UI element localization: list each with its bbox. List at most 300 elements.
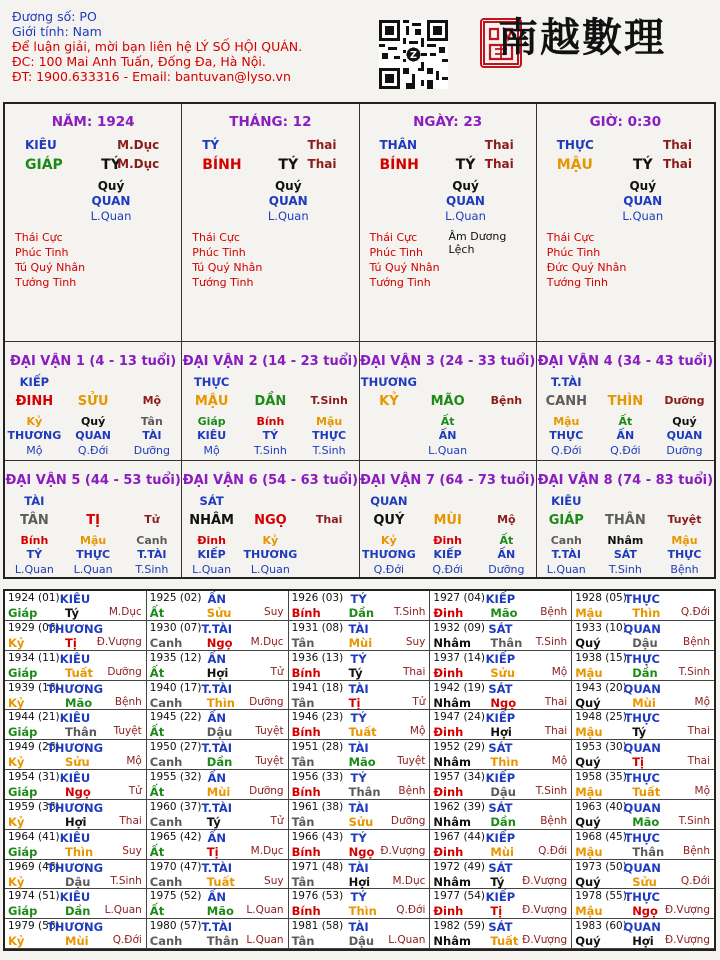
pillar-stem: BÍNH [202,157,242,173]
year-stage: Q.Đới [538,844,568,857]
year-cell [430,651,572,681]
year-cell [147,770,289,800]
year-cell [147,710,289,740]
dai-van-stem: MẬU [194,394,229,409]
year-stage: L.Quan [246,934,284,947]
year-stage: T.Sinh [110,874,142,887]
year-cell [430,800,572,830]
year-ten-god: TÀI [348,800,369,815]
year-label: 1926 (03) [291,592,344,604]
dai-van-main-row [5,394,181,409]
star-item: Thái Cực [369,231,418,244]
year-stem: Nhâm [433,755,471,770]
year-cell [289,860,431,890]
address: ĐC: 100 Mai Anh Tuấn, Đống Đa, Hà Nội. [12,54,266,69]
year-cell [572,681,714,711]
year-stem: Canh [149,635,183,650]
year-label: 1929 (06) [8,621,60,634]
year-stem: Ất [149,844,165,859]
year-stage: Suy [405,635,426,648]
year-stage: Tuyệt [255,755,284,768]
year-ten-god: SÁT [488,621,513,636]
year-branch: Tý [206,814,221,829]
year-cell [289,591,431,621]
year-cell [572,770,714,800]
pillar-hidden-god: QUAN [623,194,663,208]
year-branch: Mão [348,755,376,770]
dai-van-cell [360,342,537,461]
year-stage: Thai [687,725,710,738]
year-ten-god: ẤN [207,830,227,845]
year-ten-god: KIẾP [485,651,516,666]
year-label: 1974 (51) [8,890,60,903]
dai-van-hidden-stage-row [360,563,536,576]
year-stem: Quý [575,755,601,770]
dai-van-hidden-god: ẤN [616,429,635,442]
year-branch: Mão [206,904,234,919]
dai-van-hidden-stage: L.Quan [428,444,468,457]
year-branch: Ngọ [65,785,91,799]
dai-van-hidden-stage-row [5,444,181,457]
dai-van-branch: MÃO [430,394,465,409]
year-cell [430,770,572,800]
dai-van-title: ĐẠI VẬN 8 (74 - 83 tuổi) [537,473,714,488]
year-label: 1949 (26) [8,741,60,754]
year-label: 1958 (35) [575,771,627,783]
pillar-hidden-stage: L.Quan [267,209,309,223]
dai-van-hidden-god: ẤN [438,429,457,442]
pillar-ten-god: TÝ [202,138,220,152]
year-branch: Sửu [348,814,374,829]
year-branch: Tuất [632,785,661,799]
dai-van-hidden-stage-row [537,444,714,457]
year-ten-god: KIÊU [59,890,91,905]
year-stage: Tử [270,814,284,827]
dai-van-hidden-stem: Giáp [197,415,226,428]
year-stem: Giáp [8,785,38,799]
dai-van-hidden-stem: Đinh [433,534,462,547]
year-branch: Hợi [206,665,229,680]
contact-note: Để luận giải, mời bạn liên hệ LÝ SỐ HỘI QUÁN. [12,39,303,54]
year-ten-god: THỰC [624,711,660,726]
annual-luck-table [3,589,716,951]
pillar-hidden-stem: Quý [274,179,302,193]
year-branch: Dần [206,755,233,770]
pillar-side-note: Âm Dương Lệch [448,230,507,256]
year-branch: Thìn [348,904,377,919]
year-stem: Nhâm [433,695,471,710]
pillar-stage-top: Thai [663,138,692,152]
year-ten-god: QUAN [623,741,661,756]
gender: Giới tính: Nam [12,24,102,39]
dai-van-stem: CANH [545,394,587,409]
dai-van-branch: SỬU [77,394,109,409]
year-stage: Mộ [409,725,426,738]
dai-van-hidden-stem [300,534,359,547]
year-ten-god: KIÊU [59,651,91,666]
owner-name: Đương số: PO [12,9,97,24]
year-stem: Bính [291,725,321,740]
year-ten-god: KIÊU [59,830,91,845]
year-stage: Mộ [551,755,568,768]
year-branch: Thìn [632,606,661,620]
dai-van-hidden-stage: Mộ [26,444,43,457]
year-ten-god: THỰC [624,771,660,785]
dai-van-ten-god: SÁT [199,494,224,508]
year-branch: Thìn [65,844,94,859]
year-stem: Quý [575,874,601,889]
pillar-title: NGÀY: 23 [413,114,483,130]
pillar-stars [547,230,627,290]
dai-van-hidden-stage-row [537,563,714,576]
dai-van-hidden-god: THỰC [76,548,111,561]
year-branch: Hợi [65,814,87,829]
year-ten-god: THỰC [624,890,660,905]
dai-van-hidden-stage: Q.Đới [432,563,463,576]
year-branch: Mùi [65,934,89,949]
year-stem: Giáp [8,606,38,620]
dai-van-hidden-god-row [360,429,536,442]
dai-van-hidden-god-row [360,548,536,561]
dai-van-title: ĐẠI VẬN 7 (64 - 73 tuổi) [359,473,536,488]
year-cell [572,740,714,770]
year-stage: T.Sinh [535,635,568,648]
dai-van-title: ĐẠI VẬN 6 (54 - 63 tuổi) [182,473,359,488]
dai-van-ten-god: KIẾP [19,375,50,389]
star-item: Phúc Tinh [15,246,69,259]
year-stage: Đ.Vượng [664,934,710,947]
year-cell [289,919,431,949]
pillar-title: THÁNG: 12 [229,114,312,130]
dai-van-hidden-stem [477,415,536,428]
dai-van-hidden-stem: Kỷ [381,534,397,547]
year-cell [572,919,714,949]
year-stage: Thai [544,695,568,708]
dai-van-branch: DẦN [254,394,287,409]
year-ten-god: THƯƠNG [46,800,104,815]
year-branch: Dần [65,904,91,919]
year-branch: Tị [632,755,644,770]
year-branch: Thân [348,785,381,799]
year-cell [5,710,147,740]
year-label: 1969 (46) [8,860,60,873]
year-stem: Đinh [433,725,464,740]
year-stem: Ất [149,606,165,620]
year-branch: Tị [206,844,219,859]
dai-van-hidden-stage: L.Quan [192,563,232,576]
dai-van-hidden-stem: Mậu [671,534,698,547]
year-ten-god: T.TÀI [201,860,233,875]
year-branch: Tuất [490,934,519,949]
dai-van-hidden-stem: Nhâm [607,534,644,547]
dai-van-hidden-god: THỰC [549,429,584,442]
year-stage: Suy [122,844,142,857]
dai-van-hidden-stem: Mậu [316,415,343,428]
dai-van-hidden-stem: Đinh [197,534,226,547]
year-cell [147,800,289,830]
dai-van-hidden-god-row [182,429,358,442]
pillar-hidden-stage: L.Quan [90,209,132,223]
year-cell [5,860,147,890]
year-ten-god: ẤN [207,711,227,726]
year-cell [289,770,431,800]
year-stem: Tân [291,934,315,949]
svg-text:Z: Z [410,50,417,62]
dai-van-hidden-stem [360,415,419,428]
year-ten-god: KIÊU [59,592,91,606]
year-ten-god: THỰC [624,592,660,606]
star-item: Phúc Tinh [192,246,246,259]
year-ten-god: QUAN [623,621,661,636]
qr-code-icon[interactable] [379,20,448,89]
pillar-stage-top: Thai [307,138,337,152]
year-stem: Ất [149,904,165,919]
year-ten-god: SÁT [488,741,513,756]
dai-van-main-row [5,513,181,528]
year-stage: Dưỡng [249,785,284,797]
year-label: 1952 (29) [433,741,486,754]
year-branch: Dậu [206,725,233,740]
year-label: 1961 (38) [291,800,344,813]
dai-van-cell [5,342,182,461]
dai-van-hidden-stem: Kỷ [262,534,279,547]
dai-van-hidden-god-row [5,429,181,442]
year-ten-god: TÝ [350,830,367,845]
year-ten-god: TÝ [350,592,367,606]
star-item: Thái Cực [192,231,240,244]
dai-van-hidden-stem: Bính [20,534,49,547]
dai-van-god-row [182,494,358,508]
year-stem: Giáp [8,904,38,919]
dai-van-god-row [5,375,181,389]
pillar-hidden-stage: L.Quan [622,209,664,223]
dai-van-hidden-god: THỰC [667,548,702,561]
year-stage: Tử [412,695,426,708]
year-stem: Tân [291,755,315,770]
year-label: 1968 (45) [575,830,627,843]
year-cell [5,681,147,711]
year-branch: Mùi [632,695,656,710]
year-stage: Mộ [126,755,142,768]
year-label: 1951 (28) [291,741,344,754]
dai-van-main-row [182,394,358,409]
dai-van-hidden-row [360,534,536,547]
dai-van-hidden-stem: Ất [499,534,514,547]
year-stage: L.Quan [388,934,426,947]
dai-van-hidden-stage: L.Quan [250,563,290,576]
year-label: 1950 (27) [149,741,202,754]
dai-van-main-row [360,394,536,409]
dai-van-hidden-stage: Q.Đới [77,444,109,457]
dai-van-hidden-god: KIẾP [433,548,462,561]
year-label: 1966 (43) [291,830,344,843]
pillar-stage: M.Dục [117,157,160,171]
dai-van-hidden-god: THƯƠNG [362,548,416,561]
year-label: 1938 (15) [575,651,627,664]
dai-van-hidden-god: SÁT [613,548,637,561]
year-label: 1979 (56) [8,920,60,933]
year-stem: Kỷ [8,755,25,770]
four-pillars-table [3,102,716,579]
dai-van-hidden-stage-row [5,563,181,576]
year-stage: M.Dục [250,635,284,648]
year-branch: Thìn [490,755,519,770]
dai-van-hidden-god: THƯƠNG [7,429,62,442]
year-branch: Thìn [206,695,235,710]
dai-van-hidden-stage: Q.Đới [610,444,641,457]
year-stage: L.Quan [104,904,142,917]
year-ten-god: ẤN [207,890,227,905]
year-cell [147,740,289,770]
year-stage: L.Quan [246,904,284,917]
year-stem: Bính [291,606,321,620]
dai-van-main-row [182,513,358,528]
year-stage: Tuyệt [397,755,426,768]
star-item: Thái Cực [546,231,595,244]
dai-van-hidden-stage: Dưỡng [666,444,703,457]
year-cell [147,889,289,919]
dai-van-cell [537,461,714,577]
year-ten-god: SÁT [488,800,513,815]
dai-van-stem: KỶ [379,394,399,409]
year-cell [289,830,431,860]
year-stage: Đ.Vượng [664,904,710,917]
dai-van-stage: Tuyệt [667,513,702,526]
dai-van-hidden-stage: T.Sinh [253,444,287,457]
year-label: 1981 (58) [291,920,344,933]
dai-van-cell [182,461,359,577]
dai-van-hidden-god [360,429,419,442]
dai-van-hidden-stage: Dưỡng [488,563,525,576]
pillar-stage-top: M.Dục [117,138,160,152]
pillar-hidden-stage: L.Quan [445,209,486,223]
dai-van-hidden-stage: L.Quan [73,563,113,576]
dai-van-god-row [360,494,536,508]
star-item: Tướng Tinh [15,276,77,289]
year-cell [430,889,572,919]
year-label: 1936 (13) [291,651,344,664]
year-stem: Kỷ [8,874,25,889]
pillar-ten-god: THÂN [379,138,418,152]
dai-van-hidden-stem: Mậu [80,534,107,547]
year-stage: Bệnh [540,606,568,618]
year-ten-god: TÀI [348,621,369,636]
pillar-cell [182,104,359,342]
year-label: 1967 (44) [433,830,486,843]
dai-van-hidden-row [5,415,181,428]
pillar-hidden-stem: Quý [629,179,657,193]
dai-van-hidden-stem: Quý [80,415,106,428]
year-label: 1975 (52) [149,890,202,903]
dai-van-ten-god: TÀI [24,494,45,508]
dai-van-hidden-stage: Bệnh [670,563,699,576]
star-item: Phúc Tinh [369,246,424,259]
pillar-title: GIỜ: 0:30 [589,114,662,130]
year-ten-god: QUAN [623,800,661,815]
pillar-hidden-god: QUAN [268,194,308,208]
dai-van-hidden-god [477,429,536,442]
year-branch: Dậu [632,635,658,650]
pillar-branch: TÝ [632,157,653,173]
year-ten-god: TÀI [348,741,369,756]
year-cell [289,710,431,740]
year-branch: Thân [206,934,239,949]
star-item: Tú Quý Nhân [369,261,440,274]
year-ten-god: THƯƠNG [46,621,104,636]
dai-van-hidden-row [360,415,536,428]
year-ten-god: SÁT [488,860,513,875]
year-stem: Ất [149,785,165,799]
dai-van-hidden-god: T.TÀI [551,548,581,561]
dai-van-stem: NHÂM [189,513,234,528]
pillar-stage: Thai [663,157,692,171]
dai-van-main-row [360,513,536,528]
year-stage: T.Sinh [393,606,426,618]
year-stem: Quý [575,934,601,949]
year-ten-god: QUAN [623,681,661,696]
pillar-stars [15,230,85,290]
dai-van-stem: GIÁP [548,513,584,528]
year-branch: Hợi [632,934,654,949]
star-item: Đức Quý Nhân [546,261,627,274]
year-branch: Tý [490,874,505,889]
dai-van-hidden-stage: Q.Đới [373,563,405,576]
year-stage: Đ.Vượng [522,934,568,947]
star-item: Tú Quý Nhân [192,261,263,274]
dai-van-hidden-god-row [537,548,714,561]
pillar-ten-god: KIÊU [25,138,57,152]
year-stem: Mậu [575,606,603,620]
year-branch: Tuất [65,665,94,680]
year-stage: Suy [264,606,284,618]
year-ten-god: THƯƠNG [46,741,104,756]
year-cell [572,830,714,860]
year-ten-god: T.TÀI [201,920,233,935]
dai-van-title: ĐẠI VẬN 3 (24 - 33 tuổi) [359,354,536,369]
year-label: 1937 (14) [433,651,486,664]
year-label: 1953 (30) [575,741,627,754]
year-stem: Đinh [433,665,464,680]
year-label: 1970 (47) [149,860,202,873]
pillar-stars [192,230,262,290]
dai-van-god-row [360,375,536,389]
year-cell [572,710,714,740]
year-ten-god: TÝ [350,890,367,905]
year-label: 1948 (25) [575,711,627,724]
dai-van-ten-god: KIÊU [551,494,582,508]
year-ten-god: QUAN [623,860,661,875]
year-stem: Quý [575,635,601,650]
dai-van-god-row [182,375,358,389]
year-ten-god: THƯƠNG [46,681,104,696]
year-stem: Canh [149,874,183,889]
pillar-hidden-god: QUAN [91,194,131,208]
year-cell [430,919,572,949]
year-label: 1927 (04) [433,592,486,604]
dai-van-hidden-god: T.TÀI [137,548,167,561]
pillar-title: NĂM: 1924 [51,114,135,130]
dai-van-ten-god: T.TÀI [550,375,582,389]
year-branch: Hợi [490,725,512,740]
pillar-hidden-stem: Quý [452,179,479,193]
year-label: 1933 (10) [575,621,627,634]
year-ten-god: KIẾP [485,711,516,726]
year-stem: Canh [149,814,183,829]
year-branch: Sửu [65,755,90,770]
year-ten-god: TÀI [348,681,369,696]
dai-van-stage: Bệnh [490,394,523,407]
year-branch: Tuất [348,725,377,740]
